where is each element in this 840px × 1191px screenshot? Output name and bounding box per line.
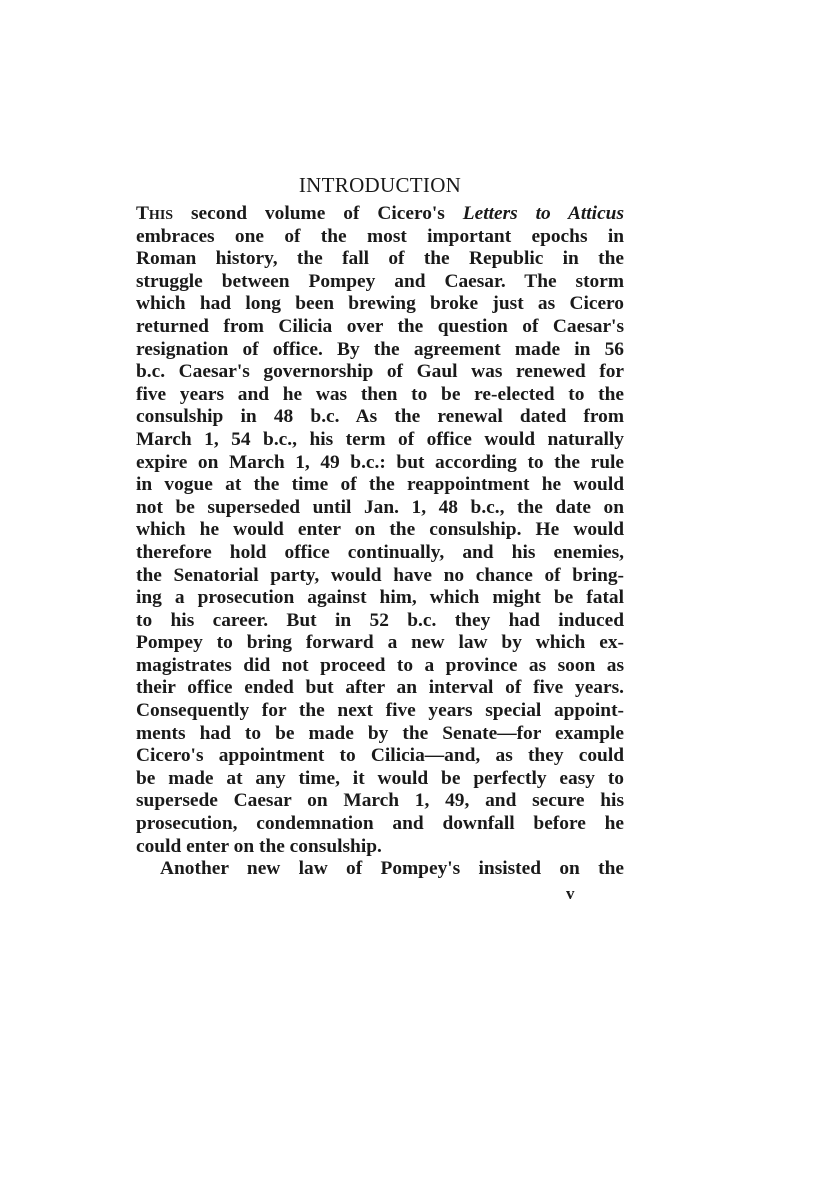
text-line: which had long been brewing broke just as Cicero	[136, 293, 624, 315]
text-line: struggle between Pompey and Caesar. The storm	[136, 270, 624, 292]
text-line: supersede Caesar on March 1, 49, and secure his	[136, 790, 624, 812]
text-line-paragraph-end: could enter on the consulship.	[136, 835, 382, 857]
text-line: be made at any time, it would be perfectly easy to	[136, 767, 624, 789]
first-line-text: second volume of Cicero's	[191, 203, 445, 224]
text-line: ing a prosecution against him, which might be fatal	[136, 587, 624, 609]
text-line: magistrates did not proceed to a province as soon as	[136, 654, 624, 676]
document-page	[136, 172, 624, 881]
body-text	[136, 203, 624, 881]
text-line: resignation of office. By the agreement made in 56	[136, 338, 624, 360]
text-line: Pompey to bring forward a new law by which ex-	[136, 632, 624, 654]
text-line: consulship in 48 b.c. As the renewal dated from	[136, 406, 624, 428]
text-line: prosecution, condemnation and downfall before he	[136, 813, 624, 835]
text-line: which he would enter on the consulship. He would	[136, 519, 624, 541]
text-line: Roman history, the fall of the Republic in the	[136, 248, 624, 270]
text-line: therefore hold office continually, and his enemies,	[136, 541, 624, 563]
text-line: Consequently for the next five years special appoint-	[136, 700, 624, 722]
text-line: expire on March 1, 49 b.c.: but according to the rule	[136, 451, 624, 473]
page-number: v	[566, 884, 575, 903]
text-line: not be superseded until Jan. 1, 48 b.c., the date on	[136, 496, 624, 518]
book-title: Letters to Atticus	[462, 203, 625, 224]
text-line-first	[136, 203, 624, 226]
page-heading: INTRODUCTION	[298, 173, 462, 197]
text-line-new-paragraph: Another new law of Pompey's insisted on the	[160, 858, 624, 880]
text-line: their office ended but after an interval of five years.	[136, 677, 624, 699]
dropcap-smallcaps-word: This	[136, 203, 174, 224]
text-line: returned from Cilicia over the question of Caesar's	[136, 315, 624, 337]
text-line: five years and he was then to be re-elected to the	[136, 383, 624, 405]
text-line: March 1, 54 b.c., his term of office would naturally	[136, 428, 624, 450]
text-line: in vogue at the time of the reappointment he would	[136, 474, 624, 496]
text-line: b.c. Caesar's governorship of Gaul was renewed for	[136, 361, 624, 383]
text-line: embraces one of the most important epochs in	[136, 225, 624, 247]
text-line: the Senatorial party, would have no chance of bring-	[136, 564, 624, 586]
text-line: ments had to be made by the Senate—for example	[136, 722, 624, 744]
text-line: to his career. But in 52 b.c. they had induced	[136, 609, 624, 631]
text-line: Cicero's appointment to Cilicia—and, as they could	[136, 745, 624, 767]
